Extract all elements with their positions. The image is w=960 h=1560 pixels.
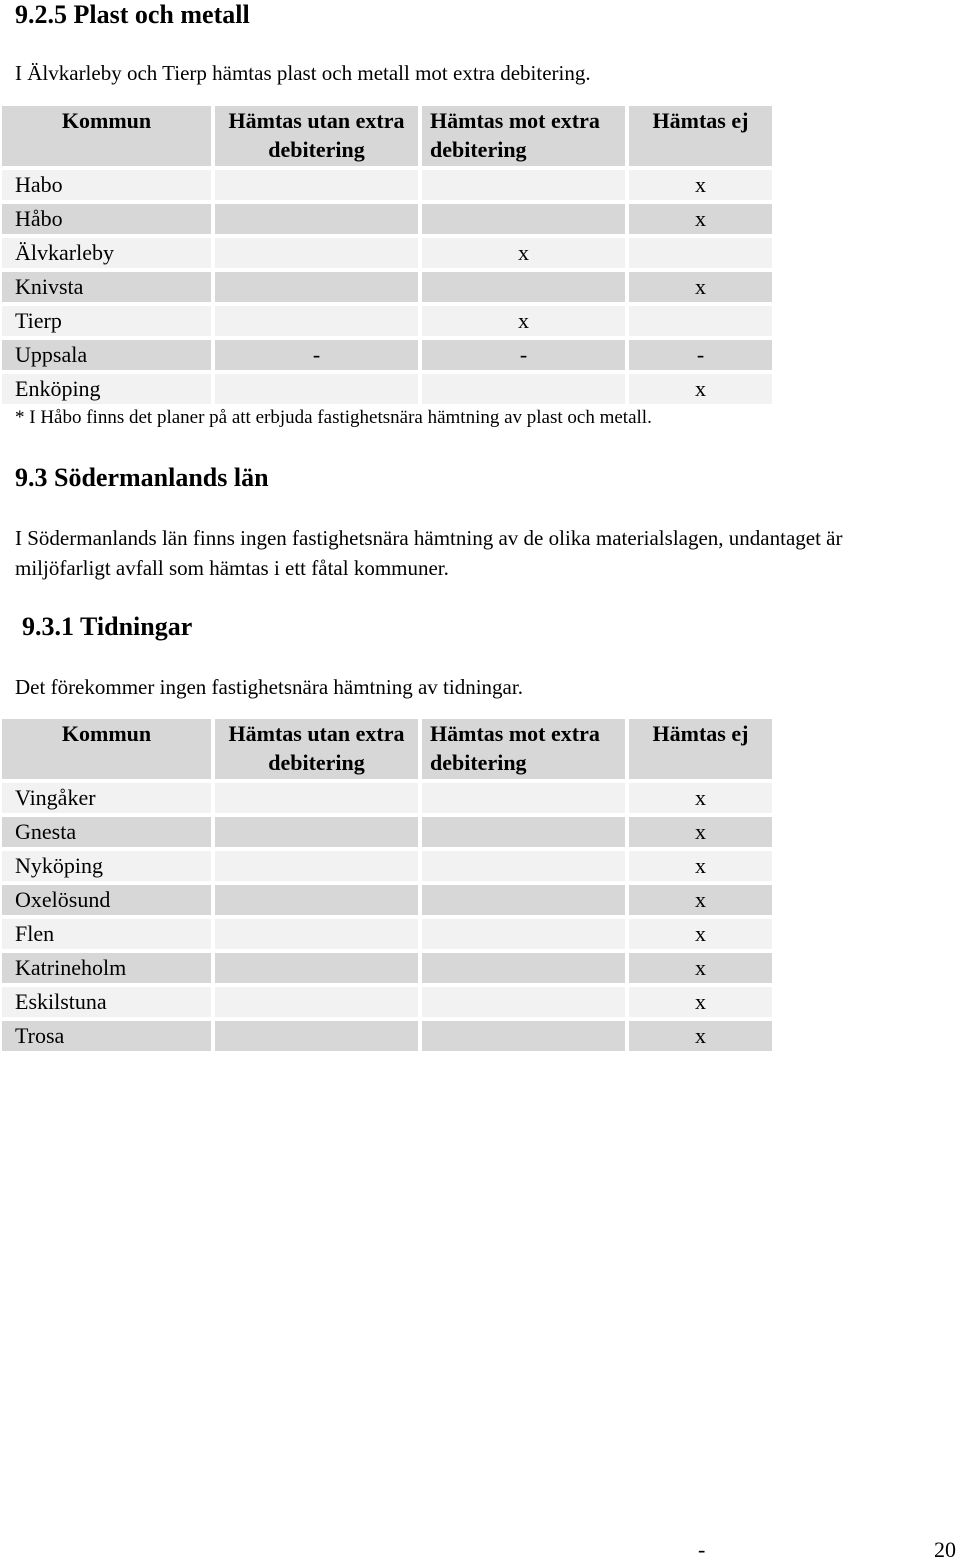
table-cell-mark (215, 919, 418, 949)
table-cell-mark: x (629, 817, 772, 847)
paragraph-sodermanland: I Södermanlands län finns ingen fastighetsnära hämtning av de olika materialslagen, undantaget är miljöfarligt avfall som hämtas i ett fåtal kommuner. (15, 526, 843, 580)
table-row (2, 885, 772, 919)
table-cell-mark (629, 238, 772, 268)
table-row (2, 340, 772, 374)
table-row (2, 204, 772, 238)
table-cell-mark (422, 851, 625, 881)
table-cell-kommun: Eskilstuna (2, 987, 211, 1017)
table-cell-kommun: Älvkarleby (2, 238, 211, 268)
table-cell-mark (422, 204, 625, 234)
table-cell-kommun: Habo (2, 170, 211, 200)
table-cell-mark (422, 374, 625, 404)
table-cell-mark (422, 953, 625, 983)
table-cell-mark: x (629, 170, 772, 200)
footnote-habo: * I Håbo finns det planer på att erbjuda fastighetsnära hämtning av plast och metall. (15, 407, 652, 428)
table-cell-mark (215, 1021, 418, 1051)
table-cell-mark (215, 953, 418, 983)
table-cell-mark: x (629, 374, 772, 404)
table-header-cell: Hämtas mot extra debitering (422, 106, 625, 166)
table-cell-mark (215, 817, 418, 847)
table-cell-kommun: Katrineholm (2, 953, 211, 983)
table-cell-mark (422, 170, 625, 200)
table-cell-mark (422, 885, 625, 915)
footer-dash: - (698, 1537, 706, 1560)
table-row (2, 272, 772, 306)
table-cell-mark (215, 374, 418, 404)
table-cell-mark (215, 885, 418, 915)
tidningar-table (2, 719, 772, 1055)
table-cell-mark: x (629, 987, 772, 1017)
table-cell-mark: x (629, 953, 772, 983)
table-header-cell: Hämtas utan extra debitering (215, 719, 418, 779)
table-cell-mark: x (629, 885, 772, 915)
table-row (2, 919, 772, 953)
table-header-cell: Kommun (2, 106, 211, 166)
table-cell-mark (215, 238, 418, 268)
table-row (2, 1021, 772, 1055)
plast-metall-table (2, 106, 772, 408)
table-cell-mark: x (422, 238, 625, 268)
table-header-row (2, 106, 772, 170)
table-row (2, 987, 772, 1021)
table-cell-mark (422, 272, 625, 302)
table-row (2, 953, 772, 987)
intro-tidningar: Det förekommer ingen fastighetsnära hämtning av tidningar. (15, 675, 523, 699)
section-heading-tidningar: 9.3.1 Tidningar (22, 612, 193, 641)
table-cell-kommun: Trosa (2, 1021, 211, 1051)
table-cell-kommun: Enköping (2, 374, 211, 404)
table-cell-kommun: Vingåker (2, 783, 211, 813)
table-cell-mark (422, 817, 625, 847)
table-row (2, 851, 772, 885)
table-cell-mark (215, 987, 418, 1017)
table-cell-mark: x (629, 783, 772, 813)
table-header-cell: Hämtas ej (629, 106, 772, 166)
table-cell-kommun: Oxelösund (2, 885, 211, 915)
table-cell-kommun: Flen (2, 919, 211, 949)
table-cell-mark (215, 306, 418, 336)
table-cell-mark (422, 987, 625, 1017)
table-row (2, 817, 772, 851)
table-cell-kommun: Gnesta (2, 817, 211, 847)
table-header-cell: Kommun (2, 719, 211, 779)
table-header-cell: Hämtas mot extra debitering (422, 719, 625, 779)
table-cell-kommun: Knivsta (2, 272, 211, 302)
table-header-cell: Hämtas ej (629, 719, 772, 779)
page-number: 20 (934, 1537, 956, 1560)
table-cell-kommun: Nyköping (2, 851, 211, 881)
table-cell-mark: x (422, 306, 625, 336)
section-heading-plast-metall: 9.2.5 Plast och metall (15, 0, 250, 29)
table-row (2, 783, 772, 817)
table-cell-mark (215, 272, 418, 302)
table-cell-mark: - (629, 340, 772, 370)
intro-plast-metall: I Älvkarleby och Tierp hämtas plast och metall mot extra debitering. (15, 61, 591, 85)
table-cell-mark (215, 783, 418, 813)
table-cell-mark: x (629, 851, 772, 881)
table-cell-mark (422, 783, 625, 813)
table-row (2, 306, 772, 340)
table-cell-mark (215, 851, 418, 881)
table-cell-kommun: Uppsala (2, 340, 211, 370)
table-row (2, 374, 772, 408)
section-heading-sodermanland: 9.3 Södermanlands län (15, 463, 269, 492)
table-cell-mark (629, 306, 772, 336)
table-row (2, 170, 772, 204)
table-row (2, 238, 772, 272)
table-cell-mark: x (629, 204, 772, 234)
table-header-cell: Hämtas utan extra debitering (215, 106, 418, 166)
table-cell-kommun: Tierp (2, 306, 211, 336)
table-cell-mark (422, 919, 625, 949)
table-cell-mark (422, 1021, 625, 1051)
table-cell-mark (215, 170, 418, 200)
table-cell-mark (215, 204, 418, 234)
table-cell-kommun: Håbo (2, 204, 211, 234)
table-header-row (2, 719, 772, 783)
table-cell-mark: x (629, 919, 772, 949)
table-cell-mark: x (629, 1021, 772, 1051)
table-cell-mark: - (215, 340, 418, 370)
table-cell-mark: - (422, 340, 625, 370)
table-cell-mark: x (629, 272, 772, 302)
